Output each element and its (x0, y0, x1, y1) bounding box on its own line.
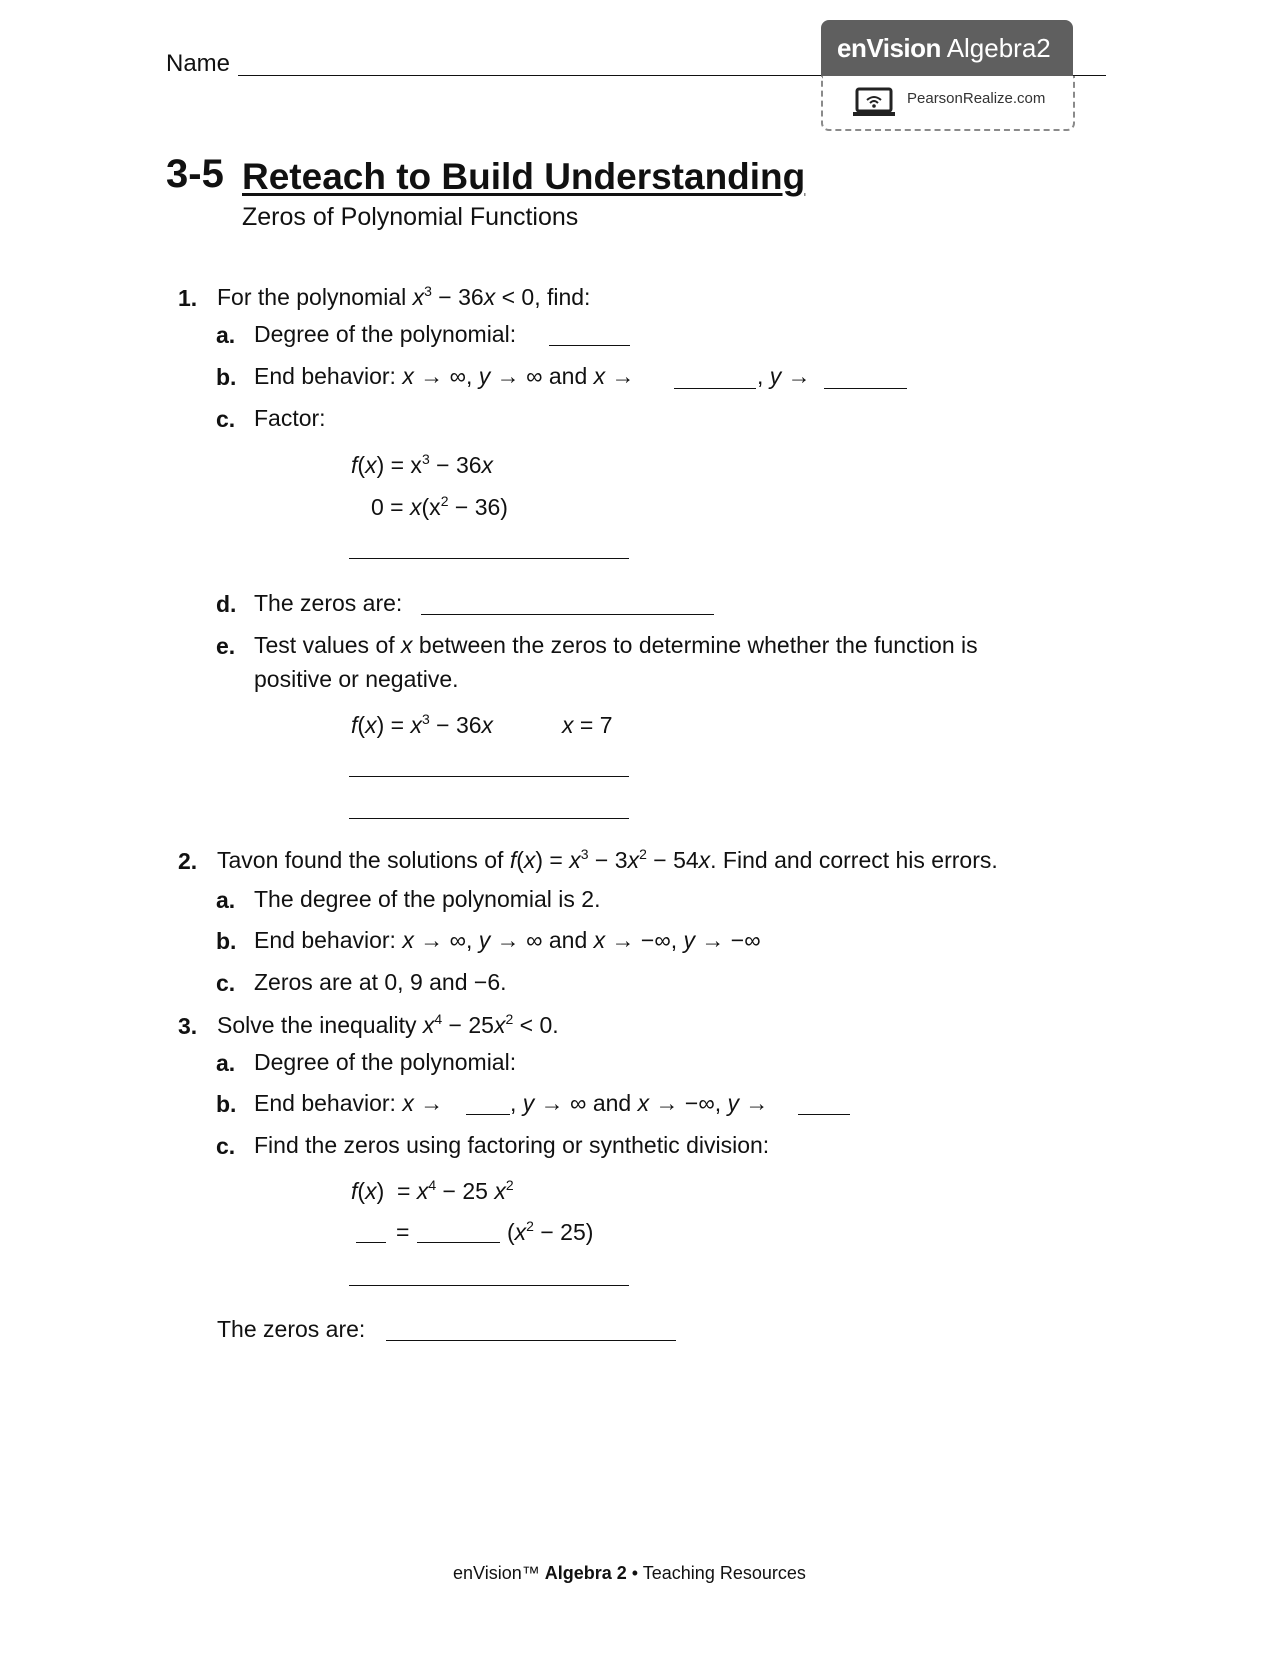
envision-logo-badge (821, 20, 1073, 76)
name-label: Name (166, 50, 231, 77)
q2a-text: The degree of the polynomial is 2. (254, 886, 601, 912)
q3b-text: End behavior: x → (254, 1090, 444, 1116)
q3c-blank-left[interactable] (356, 1242, 386, 1243)
q2-prompt: Tavon found the solutions of $f(x) = x^3 - 3x^2 - 54x$. Find and correct his errors. (217, 846, 998, 873)
q1e-text-line2: positive or negative. (254, 666, 459, 692)
q3c-equals: = (396, 1219, 410, 1245)
q3b-answer-line-x[interactable] (466, 1114, 510, 1115)
q1c-label: c. (216, 406, 236, 432)
q1e-answer-line-2[interactable] (349, 818, 629, 819)
q1c-equation-1: $f(x) = x^3 - 36x$ (351, 451, 494, 478)
footer-brand: enVision™ (453, 1563, 540, 1583)
footer (453, 1563, 806, 1584)
q1e-equation: $f(x) = x^3 - 36x$ (351, 711, 494, 738)
q1b-label: b. (216, 364, 237, 390)
q1e-answer-line-1[interactable] (349, 776, 629, 777)
q1a-label: a. (216, 322, 236, 348)
q2-number: 2. (178, 848, 198, 874)
q1b-text-y: , y → (757, 363, 811, 389)
pearson-realize-badge (821, 76, 1075, 131)
q1d-answer-line[interactable] (421, 614, 714, 615)
laptop-wifi-icon (853, 86, 895, 118)
q2b-label: b. (216, 928, 237, 954)
footer-book: Algebra 2 (544, 1563, 627, 1583)
q3c-answer-line[interactable] (349, 1285, 629, 1286)
q3a-text: Degree of the polynomial: (254, 1049, 517, 1075)
q1c-text: Factor: (254, 405, 326, 431)
q1-number: 1. (178, 285, 198, 311)
q3c-text: Find the zeros using factoring or synthetic division: (254, 1132, 770, 1158)
q3b-answer-line-y[interactable] (798, 1114, 850, 1115)
q3-prompt: Solve the inequality $x^4 - 25x^2 < 0$. (217, 1011, 559, 1038)
q3c-equation-2: $(x^2 - 25)$ (507, 1218, 594, 1245)
q1d-label: d. (216, 591, 237, 617)
page-title: Reteach to Build Understanding (242, 156, 806, 197)
q3c-equation-1: $f(x) = x^4 - 25$ $x^2$ (351, 1177, 514, 1204)
lesson-number: 3-5 (166, 152, 224, 196)
q1c-answer-line[interactable] (349, 558, 629, 559)
q2c-label: c. (216, 970, 236, 996)
q1b-answer-line-x[interactable] (674, 388, 756, 389)
q3-zeros-text: The zeros are: (217, 1316, 366, 1342)
pearson-realize-url: PearsonRealize.com (907, 90, 1046, 107)
q1d-text: The zeros are: (254, 590, 403, 616)
q1e-text: Test values of x between the zeros to determine whether the function is (254, 632, 978, 658)
q1e-label: e. (216, 633, 236, 659)
q1c-equation-2: $0 = x(x^2 - 36)$ (371, 493, 508, 520)
q3b-label: b. (216, 1091, 237, 1117)
q3-number: 3. (178, 1013, 198, 1039)
q3-zeros-answer-line[interactable] (386, 1340, 676, 1341)
q3b-text-mid: , y → ∞ and x → −∞, y → (510, 1090, 769, 1116)
q3c-blank-factor[interactable] (417, 1242, 500, 1243)
q3c-label: c. (216, 1133, 236, 1159)
q1-prompt: For the polynomial $x^3 - 36x < 0$, find: (217, 283, 591, 310)
q2c-text: Zeros are at 0, 9 and −6. (254, 969, 507, 995)
q2b-text: End behavior: x → ∞, y → ∞ and x → −∞, y → −∞ (254, 927, 761, 953)
q1e-test-value: x = 7 (562, 712, 613, 738)
q1b-text: End behavior: x → ∞, y → ∞ and x → (254, 363, 635, 389)
brand-logo: enVision Algebra2 (837, 33, 1051, 63)
q3a-label: a. (216, 1050, 236, 1076)
q1a-answer-line[interactable] (549, 345, 630, 346)
q1a-text: Degree of the polynomial: (254, 321, 517, 347)
page-subtitle: Zeros of Polynomial Functions (242, 203, 579, 231)
q1b-answer-line-y[interactable] (824, 388, 907, 389)
q2a-label: a. (216, 887, 236, 913)
footer-resource: • Teaching Resources (631, 1563, 806, 1583)
